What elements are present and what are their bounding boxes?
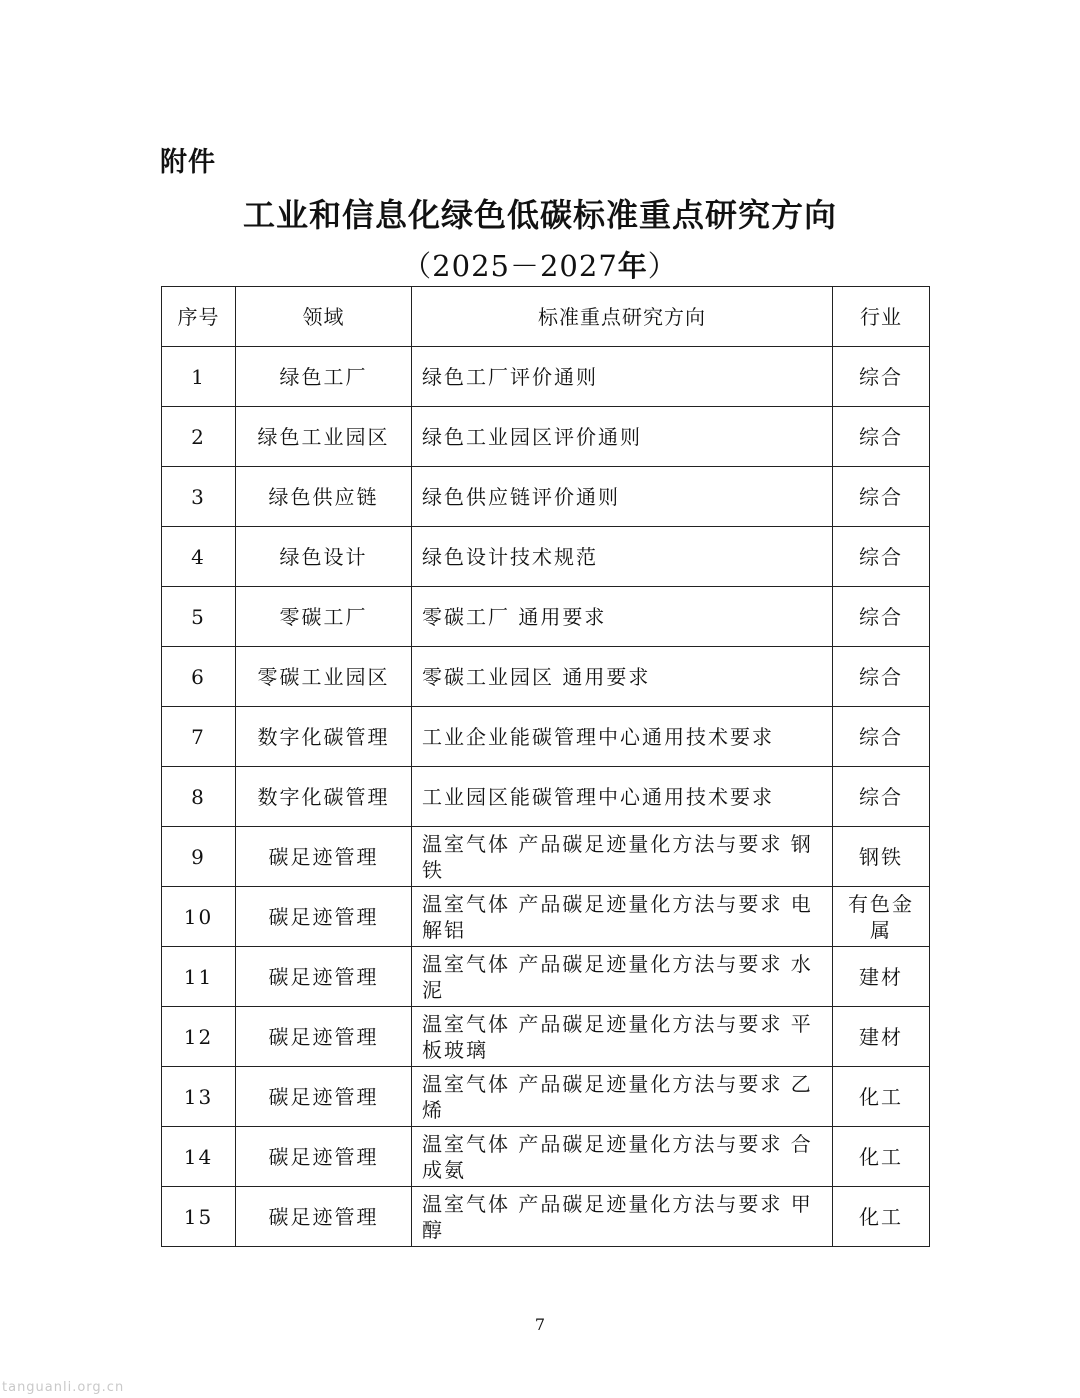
table-row [162, 1007, 930, 1067]
field-cell: 绿色设计 [236, 527, 412, 587]
field-cell: 绿色供应链 [236, 467, 412, 527]
industry-cell: 综合 [833, 407, 930, 467]
row-number-cell: 7 [162, 707, 236, 767]
table-row [162, 1127, 930, 1187]
industry-cell: 综合 [833, 647, 930, 707]
row-number-cell: 13 [162, 1067, 236, 1127]
field-cell: 碳足迹管理 [236, 1187, 412, 1247]
column-header-no: 序号 [162, 287, 236, 347]
table-row [162, 887, 930, 947]
direction-cell: 绿色工业园区评价通则 [412, 407, 833, 467]
row-number-cell: 9 [162, 827, 236, 887]
field-cell: 绿色工厂 [236, 347, 412, 407]
industry-cell: 综合 [833, 767, 930, 827]
row-number-cell: 10 [162, 887, 236, 947]
industry-cell: 化工 [833, 1067, 930, 1127]
page-subtitle [0, 244, 1080, 285]
row-number-cell: 4 [162, 527, 236, 587]
direction-cell: 绿色供应链评价通则 [412, 467, 833, 527]
direction-cell: 温室气体 产品碳足迹量化方法与要求 平板玻璃 [412, 1007, 833, 1067]
field-cell: 碳足迹管理 [236, 1127, 412, 1187]
table-body [162, 347, 930, 1247]
column-header-field: 领域 [236, 287, 412, 347]
direction-cell: 工业园区能碳管理中心通用技术要求 [412, 767, 833, 827]
direction-cell: 温室气体 产品碳足迹量化方法与要求 水泥 [412, 947, 833, 1007]
page-number: 7 [534, 1315, 546, 1334]
row-number-cell: 5 [162, 587, 236, 647]
table-header-row [162, 287, 930, 347]
direction-cell: 温室气体 产品碳足迹量化方法与要求 乙烯 [412, 1067, 833, 1127]
row-number-cell: 14 [162, 1127, 236, 1187]
standards-table [161, 286, 930, 1247]
subtitle-years: （2025－2027 [402, 249, 618, 283]
field-cell: 数字化碳管理 [236, 707, 412, 767]
direction-cell: 零碳工业园区 通用要求 [412, 647, 833, 707]
table-row [162, 587, 930, 647]
industry-cell: 综合 [833, 467, 930, 527]
table-row [162, 467, 930, 527]
field-cell: 碳足迹管理 [236, 1007, 412, 1067]
direction-cell: 工业企业能碳管理中心通用技术要求 [412, 707, 833, 767]
industry-cell: 综合 [833, 707, 930, 767]
direction-cell: 绿色设计技术规范 [412, 527, 833, 587]
table-row [162, 1067, 930, 1127]
table-row [162, 647, 930, 707]
row-number-cell: 3 [162, 467, 236, 527]
industry-cell: 有色金属 [833, 887, 930, 947]
row-number-cell: 12 [162, 1007, 236, 1067]
page-title: 工业和信息化绿色低碳标准重点研究方向 [242, 196, 837, 234]
field-cell: 零碳工业园区 [236, 647, 412, 707]
industry-cell: 综合 [833, 587, 930, 647]
direction-cell: 温室气体 产品碳足迹量化方法与要求 甲醇 [412, 1187, 833, 1247]
table-row [162, 767, 930, 827]
table-row [162, 947, 930, 1007]
field-cell: 绿色工业园区 [236, 407, 412, 467]
field-cell: 碳足迹管理 [236, 947, 412, 1007]
attachment-label: 附件 [160, 147, 216, 178]
industry-cell: 建材 [833, 947, 930, 1007]
field-cell: 碳足迹管理 [236, 887, 412, 947]
industry-cell: 建材 [833, 1007, 930, 1067]
table-row [162, 347, 930, 407]
industry-cell: 综合 [833, 347, 930, 407]
direction-cell: 温室气体 产品碳足迹量化方法与要求 钢铁 [412, 827, 833, 887]
column-header-direction: 标准重点研究方向 [412, 287, 833, 347]
field-cell: 碳足迹管理 [236, 827, 412, 887]
field-cell: 数字化碳管理 [236, 767, 412, 827]
direction-cell: 绿色工厂评价通则 [412, 347, 833, 407]
field-cell: 零碳工厂 [236, 587, 412, 647]
industry-cell: 化工 [833, 1127, 930, 1187]
direction-cell: 温室气体 产品碳足迹量化方法与要求 电解铝 [412, 887, 833, 947]
watermark: tanguanli.org.cn [2, 1380, 125, 1395]
field-cell: 碳足迹管理 [236, 1067, 412, 1127]
column-header-industry: 行业 [833, 287, 930, 347]
row-number-cell: 2 [162, 407, 236, 467]
subtitle-year-char: 年 [617, 249, 648, 283]
table-row [162, 407, 930, 467]
industry-cell: 钢铁 [833, 827, 930, 887]
subtitle-close: ） [647, 249, 678, 283]
direction-cell: 温室气体 产品碳足迹量化方法与要求 合成氨 [412, 1127, 833, 1187]
row-number-cell: 6 [162, 647, 236, 707]
industry-cell: 综合 [833, 527, 930, 587]
table-row [162, 527, 930, 587]
table-row [162, 707, 930, 767]
direction-cell: 零碳工厂 通用要求 [412, 587, 833, 647]
row-number-cell: 11 [162, 947, 236, 1007]
row-number-cell: 15 [162, 1187, 236, 1247]
row-number-cell: 1 [162, 347, 236, 407]
row-number-cell: 8 [162, 767, 236, 827]
industry-cell: 化工 [833, 1187, 930, 1247]
table-row [162, 1187, 930, 1247]
table-row [162, 827, 930, 887]
